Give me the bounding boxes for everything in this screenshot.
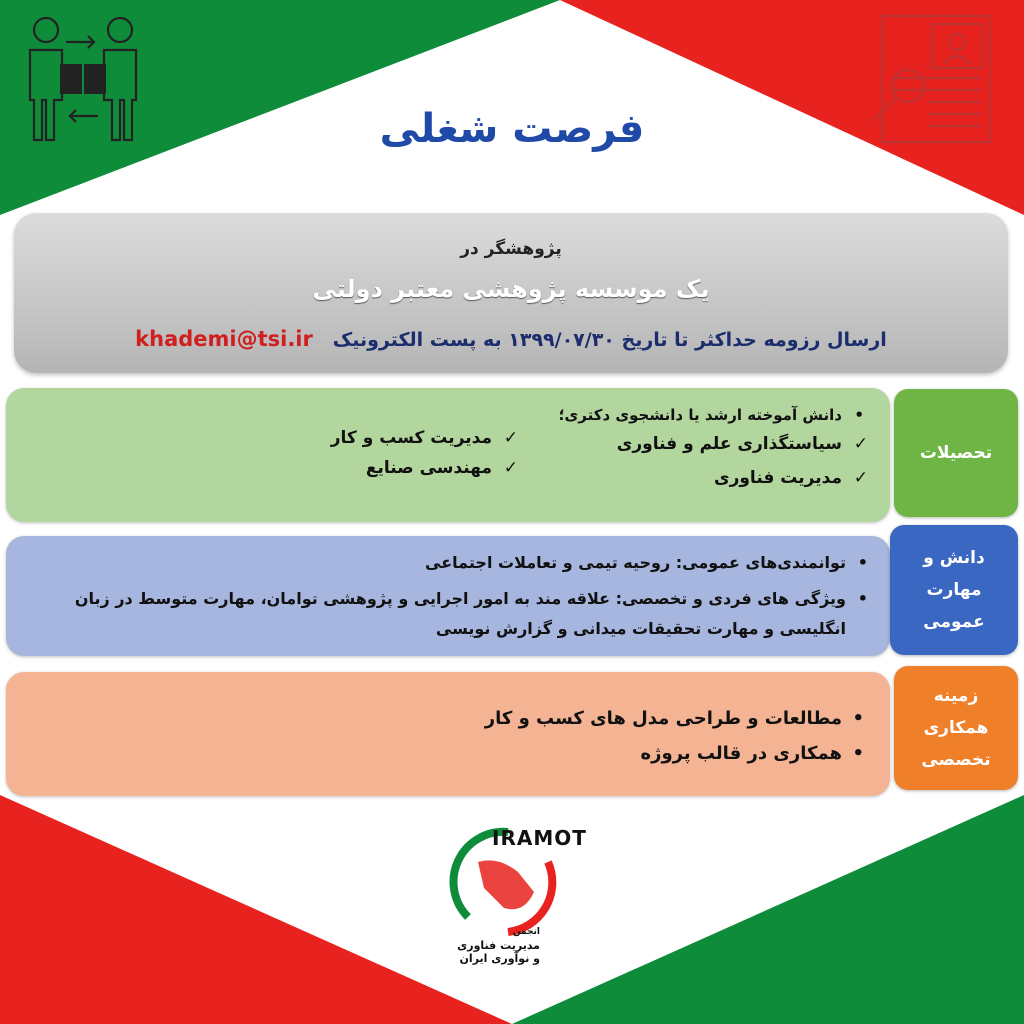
education-left-col	[218, 428, 518, 478]
list-item: • همکاری در قالب پروژه	[268, 743, 868, 764]
logo-caption	[430, 926, 540, 965]
education-tag: تحصیلات	[894, 389, 1018, 517]
email-link[interactable]: khademi@tsi.ir	[135, 327, 313, 351]
list-item: • توانمندی‌های عمومی: روحیه تیمی و تعاملات اجتماعی	[12, 548, 872, 578]
list-item: ✓ مهندسی صنایع	[218, 458, 518, 478]
logo-line3: و نوآوری ایران	[459, 952, 540, 965]
header-card	[14, 213, 1008, 373]
list-item: ✓ مدیریت فناوری	[438, 468, 868, 488]
knowledge-tag: دانش و مهارت عمومی	[890, 525, 1018, 655]
list-item: ✓ مدیریت کسب و کار	[218, 428, 518, 448]
list-item: • مطالعات و طراحی مدل های کسب و کار	[268, 708, 868, 729]
list-item: • ویژگی های فردی و تخصصی: علاقه مند به امور اجرایی و پژوهشی توامان، مهارت متوسط در زبان انگلیسی و مهارت تحقیقات میدانی و گزارش نویسی	[12, 584, 872, 644]
organization: یک موسسه پژوهشی معتبر دولتی	[312, 275, 710, 303]
list-item: ✓ سیاستگذاری علم و فناوری	[438, 434, 868, 454]
submission-line	[14, 327, 1008, 351]
cooperation-tag: زمینه همکاری تخصصی	[894, 666, 1018, 790]
logo-line1: انجمن	[512, 927, 540, 937]
position-title: پژوهشگر در	[460, 239, 562, 259]
page-title: فرصت شغلی	[379, 106, 645, 152]
cooperation-panel	[6, 672, 890, 796]
logo-line2: مدیریت فناوری	[457, 939, 540, 952]
logo-name: IRAMOT	[492, 826, 587, 850]
cooperation-list-wrap	[268, 708, 868, 764]
submission-text: ارسال رزومه حداکثر تا تاریخ ۱۳۹۹/۰۷/۳۰ به پست الکترونیک	[332, 329, 887, 351]
education-intro: • دانش آموخته ارشد یا دانشجوی دکتری؛	[438, 406, 868, 424]
knowledge-panel	[6, 536, 890, 656]
education-panel	[6, 388, 890, 522]
knowledge-list-wrap	[12, 548, 872, 644]
